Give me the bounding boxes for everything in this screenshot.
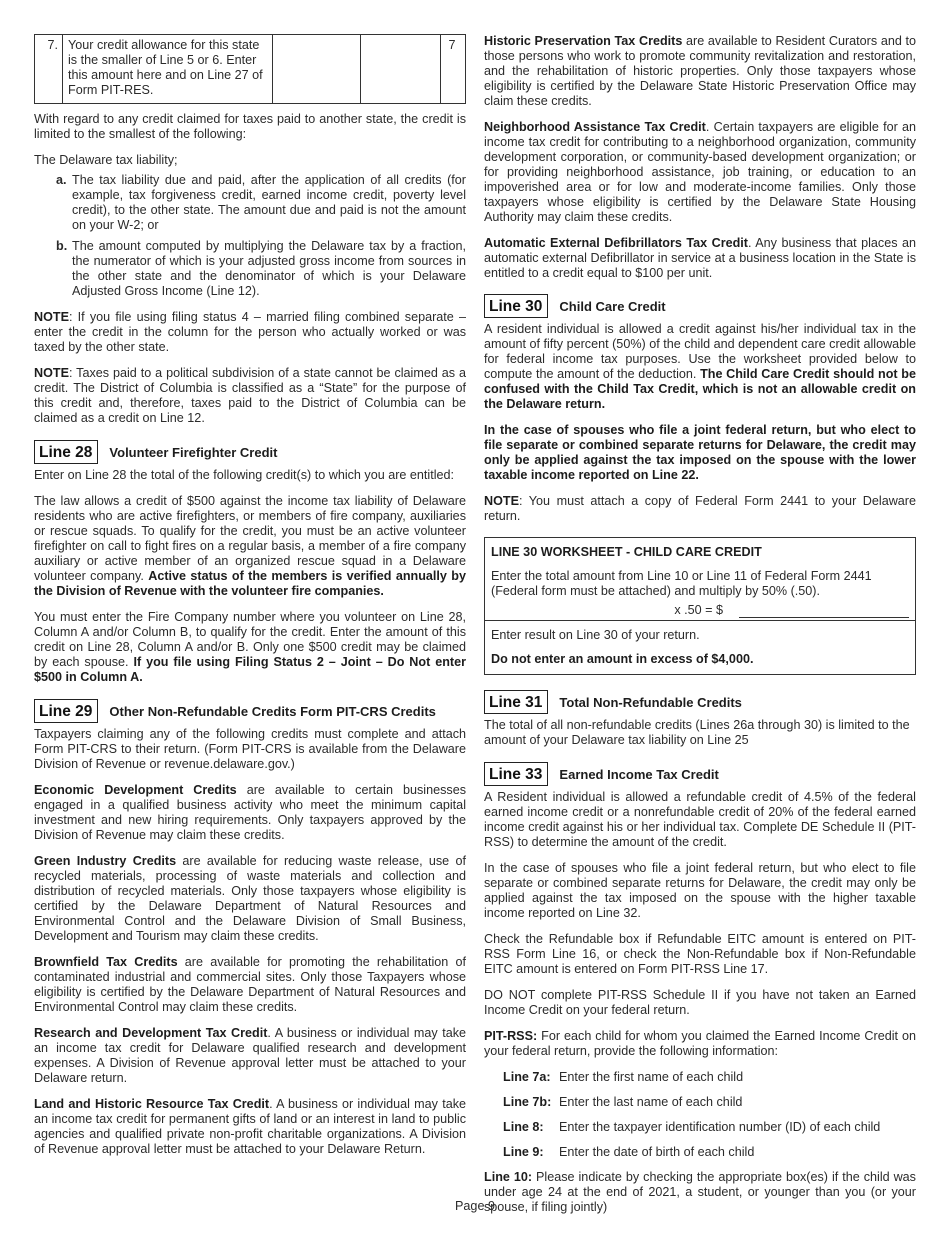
line-33-box: Line 33	[484, 762, 548, 786]
table-line-number: 7.	[35, 35, 63, 103]
list-item	[56, 173, 466, 233]
credit-text: . A business or individual may take an income tax credit for permanent gifts of land or an interest in land to public agencies and qualified private non-profit charitable organizations. A Division of Revenue approval letter must be attached to your Delaware Return.	[34, 1097, 466, 1156]
line-28-law	[34, 494, 466, 599]
delaware-tax-liability: The Delaware tax liability;	[34, 153, 178, 167]
worksheet-amount-field[interactable]	[739, 605, 909, 618]
credit-title: Research and Development Tax Credit	[34, 1026, 268, 1040]
line-30-joint-return	[484, 423, 916, 483]
credit-title: Economic Development Credits	[34, 783, 237, 797]
line-28-fire-company	[34, 610, 466, 685]
child-line-text: Enter the first name of each child	[559, 1070, 744, 1084]
credit-text: are available for reducing waste release, use of recycled materials, processing of waste materials and collection and distribution of recycled materials. Only those taxpayers whose eligibility is certified by the Delaware Department of Natural Resources and Environmental Control and the Delaware Division of Small Business, Development and Tourism may claim these credits.	[34, 854, 467, 943]
credit-text: are available to Resident Curators and to those persons who work to promote community revitalization and restoration, and the rehabilitation of historic properties. Only those taxpayers whose eligibility is certified by the Delaware State Historic Preservation Office may claim these credits.	[484, 34, 917, 108]
paragraph-bold-text: Active status of the members is verified annually by the Division of Revenue with the volunteer fire companies.	[34, 569, 466, 598]
paragraph-bold-text: Line 10:	[484, 1170, 533, 1184]
paragraph-bold-text: In the case of spouses who file a joint federal return, but who elect to file separate or combined separate returns for Delaware, the credit may only be applied against the tax imposed on the spouse with the lower taxable income reported on Line 22.	[484, 423, 916, 482]
line-31-heading	[484, 690, 916, 714]
line-31-box: Line 31	[484, 690, 548, 714]
list-item	[56, 239, 466, 299]
child-line-text: Enter the date of birth of each child	[559, 1145, 755, 1159]
credit-paragraph	[34, 783, 466, 843]
child-info-lines	[503, 1070, 916, 1160]
child-line-text: Enter the last name of each child	[559, 1095, 743, 1109]
table-column-a-cell	[273, 35, 361, 103]
line-30-worksheet	[484, 537, 916, 675]
list-item	[503, 1070, 916, 1085]
line-29-intro: Taxpayers claiming any of the following credits must complete and attach Form PIT-CRS to their return. (Form PIT-CRS is available from the Delaware Division of Revenue or revenue.delaware.gov.)	[34, 727, 466, 771]
line-33-title: Earned Income Tax Credit	[559, 766, 719, 782]
note-filing-status-4	[34, 310, 466, 355]
credit-paragraph	[484, 34, 916, 109]
credit-title: Automatic External Defibrillators Tax Credit	[484, 236, 748, 250]
line-28-title: Volunteer Firefighter Credit	[109, 444, 278, 460]
note-political-subdivision	[34, 366, 466, 426]
note-label: NOTE	[34, 310, 69, 324]
line-30-note	[484, 494, 916, 524]
note-label: NOTE	[34, 366, 69, 380]
credit-title: Green Industry Credits	[34, 854, 177, 868]
list-item	[503, 1145, 916, 1160]
worksheet-multiply-label: x .50 = $	[674, 603, 723, 617]
page-number: Page 9	[455, 1199, 495, 1213]
line-31-description: The total of all non-refundable credits (Lines 26a through 30) is limited to the amount of your Delaware tax liability on Line 25	[484, 718, 910, 747]
worksheet-result: Enter result on Line 30 of your return.	[485, 620, 915, 650]
line-33-joint-return: In the case of spouses who file a joint federal return, but who elect to file separate or combined separate returns for Delaware, the credit may only be applied against the tax imposed on the spouse with the higher taxable income reported on Line 32.	[484, 861, 916, 920]
paragraph-bold-text: PIT-RSS:	[484, 1029, 538, 1043]
list-item	[503, 1120, 916, 1135]
list-marker: a.	[56, 173, 67, 187]
line-30-title: Child Care Credit	[559, 298, 666, 314]
line-33-description: A Resident individual is allowed a refundable credit of 4.5% of the federal earned income credit or a nonrefundable credit of 20% of the federal earned income credit against his or her individual tax. Complete DE Schedule II (PIT-RSS) to determine the amount of the credit.	[484, 790, 916, 849]
credit-limit-intro: With regard to any credit claimed for taxes paid to another state, the credit is limited to the smallest of the following:	[34, 112, 466, 141]
note-text: : You must attach a copy of Federal Form 2441 to your Delaware return.	[484, 494, 916, 523]
paragraph-text: You must enter the Fire Company number where you volunteer on Line 28, Column A and/or Column B, to qualify for the credit. Enter the amount of this credit on Line 28, Column A and/or B. Only one $500 credit may be claimed by each spouse.	[34, 610, 466, 669]
line-28-box: Line 28	[34, 440, 98, 464]
worksheet-multiply-row	[491, 603, 909, 620]
paragraph-text: Please indicate by checking the appropriate box(es) if the child was under age 24 at the end of 2021, a student, or younger than you (or your spouse, if filing jointly)	[484, 1170, 916, 1214]
note-text: : Taxes paid to a political subdivision of a state cannot be claimed as a credit. The District of Columbia is classified as a “State” for the purpose of this credit and, therefore, taxes paid to the District of Columbia can be claimed as a credit on Line 12.	[34, 366, 466, 425]
child-line-text: Enter the taxpayer identification number (ID) of each child	[559, 1120, 881, 1134]
line-30-heading	[484, 294, 916, 318]
credit-title: Historic Preservation Tax Credits	[484, 34, 683, 48]
credit-limit-list	[56, 173, 466, 299]
child-line-label: Line 7a:	[503, 1070, 551, 1084]
worksheet-title: LINE 30 WORKSHEET - CHILD CARE CREDIT	[491, 545, 762, 559]
credit-title: Neighborhood Assistance Tax Credit	[484, 120, 706, 134]
right-column	[484, 34, 916, 1226]
table-line-description: Your credit allowance for this state is the smaller of Line 5 or 6. Enter this amount here and on Line 27 of Form PIT-RES.	[63, 35, 273, 103]
credit-paragraph	[484, 120, 916, 225]
paragraph-text: A resident individual is allowed a credit against his/her individual tax in the amount of fifty percent (50%) of the child and dependent care credit allowable for federal income tax purposes. Use the worksheet provided below to compute the amount of the deduction.	[484, 322, 916, 381]
child-line-label: Line 9:	[503, 1145, 544, 1159]
table-column-b-cell	[361, 35, 441, 103]
paragraph-text: The law allows a credit of $500 against the income tax liability of Delaware residents who are active firefighters, or members of fire company, auxiliaries or rescue squads. To qualify for the credit, you must be an active volunteer firefighter on call to fight fires on a regular basis, a member of a fire company auxiliary or active member of an organized rescue squad in a Delaware volunteer company.	[34, 494, 466, 583]
credit-paragraph	[34, 1097, 466, 1157]
line-31-title: Total Non-Refundable Credits	[559, 694, 742, 710]
line-29-box: Line 29	[34, 699, 98, 723]
worksheet-limit	[485, 650, 915, 674]
line-33-pit-rss	[484, 1029, 916, 1059]
line-33-do-not-complete: DO NOT complete PIT-RSS Schedule II if you have not taken an Earned Income Credit on your federal return.	[484, 988, 916, 1017]
table-line-ref: 7	[448, 38, 456, 52]
list-item	[503, 1095, 916, 1110]
credit-paragraph	[34, 955, 466, 1015]
worksheet-main	[485, 538, 915, 620]
credit-text: . A business or individual may take an income tax credit for Delaware qualified research and development expenses. A Division of Revenue approval letter must be attached to your Delaware return.	[34, 1026, 466, 1085]
credit-text: . Any business that places an automatic external Defibrillator in service at a business location in the State is entitled to a credit equal to $100 per unit.	[484, 236, 916, 280]
paragraph-bold-text: If you file using Filing Status 2 – Joint – Do Not enter $500 in Column A.	[34, 655, 467, 684]
credit-paragraph	[484, 236, 916, 281]
line-28-heading	[34, 440, 466, 464]
left-column	[34, 34, 466, 1168]
child-line-label: Line 7b:	[503, 1095, 552, 1109]
note-label: NOTE	[484, 494, 519, 508]
credit-text: are available for promoting the rehabilitation of contaminated industrial and commercial sites. Only those Taxpayers whose eligibility is certified by the Delaware Department of Natural Resources and Environmental Control may claim these credits.	[34, 955, 466, 1014]
worksheet-instruction: Enter the total amount from Line 10 or Line 11 of Federal Form 2441 (Federal form must be attached) and multiply by 50% (.50).	[491, 569, 872, 598]
credit-paragraph	[34, 854, 466, 944]
line-33-refundable-box: Check the Refundable box if Refundable EITC amount is entered on PIT-RSS Form Line 16, or check the Non-Refundable box if Non-Refundable EITC amount is entered on Form PIT-RSS Line 17.	[484, 932, 916, 976]
list-text: The tax liability due and paid, after the application of all credits (for example, tax forgiveness credit, earned income credit, poverty level credit), to the other state. The amount due and paid is not the amount on your W-2; or	[72, 173, 466, 232]
credit-allowance-table	[34, 34, 466, 104]
line-30-box: Line 30	[484, 294, 548, 318]
line-29-title: Other Non-Refundable Credits Form PIT-CRS Credits	[109, 703, 436, 719]
list-marker: b.	[56, 239, 68, 253]
credit-text: are available to certain businesses engaged in a qualified business activity who meet the minimum capital investment and new hiring requirements. Only taxpayers approved by the Division of Revenue may claim these credits.	[34, 783, 466, 842]
line-33-heading	[484, 762, 916, 786]
credit-title: Land and Historic Resource Tax Credit	[34, 1097, 270, 1111]
line-30-description	[484, 322, 916, 412]
list-text: The amount computed by multiplying the Delaware tax by a fraction, the numerator of which is your adjusted gross income from sources in the other state and the denominator of which is your Delaware Adjusted Gross Income (Line 12).	[72, 239, 466, 298]
paragraph-text: For each child for whom you claimed the Earned Income Credit on your federal return, provide the following information:	[484, 1029, 916, 1058]
worksheet-limit-text: Do not enter an amount in excess of $4,000.	[491, 652, 754, 666]
child-line-label: Line 8:	[503, 1120, 544, 1134]
credit-title: Brownfield Tax Credits	[34, 955, 178, 969]
credit-text: . Certain taxpayers are eligible for an income tax credit for contributing to a neighborhood organization, community development corporation, or community-based development organization; or for providing neighborhood assistance, job training, or education to an impoverished area or for low and moderate-income families. Only those taxpayers whose eligibility is certified by the Delaware State Housing Authority may claim these credits.	[484, 120, 916, 224]
note-text: : If you file using filing status 4 – married filing combined separate – enter the credit in the column for the person who actually worked or was taxed by the other state.	[34, 310, 466, 354]
line-28-intro: Enter on Line 28 the total of the following credit(s) to which you are entitled:	[34, 468, 455, 482]
paragraph-bold-text: The Child Care Credit should not be confused with the Child Tax Credit, which is not an allowable credit on the Delaware return.	[484, 367, 916, 411]
line-29-heading	[34, 699, 466, 723]
credit-paragraph	[34, 1026, 466, 1086]
